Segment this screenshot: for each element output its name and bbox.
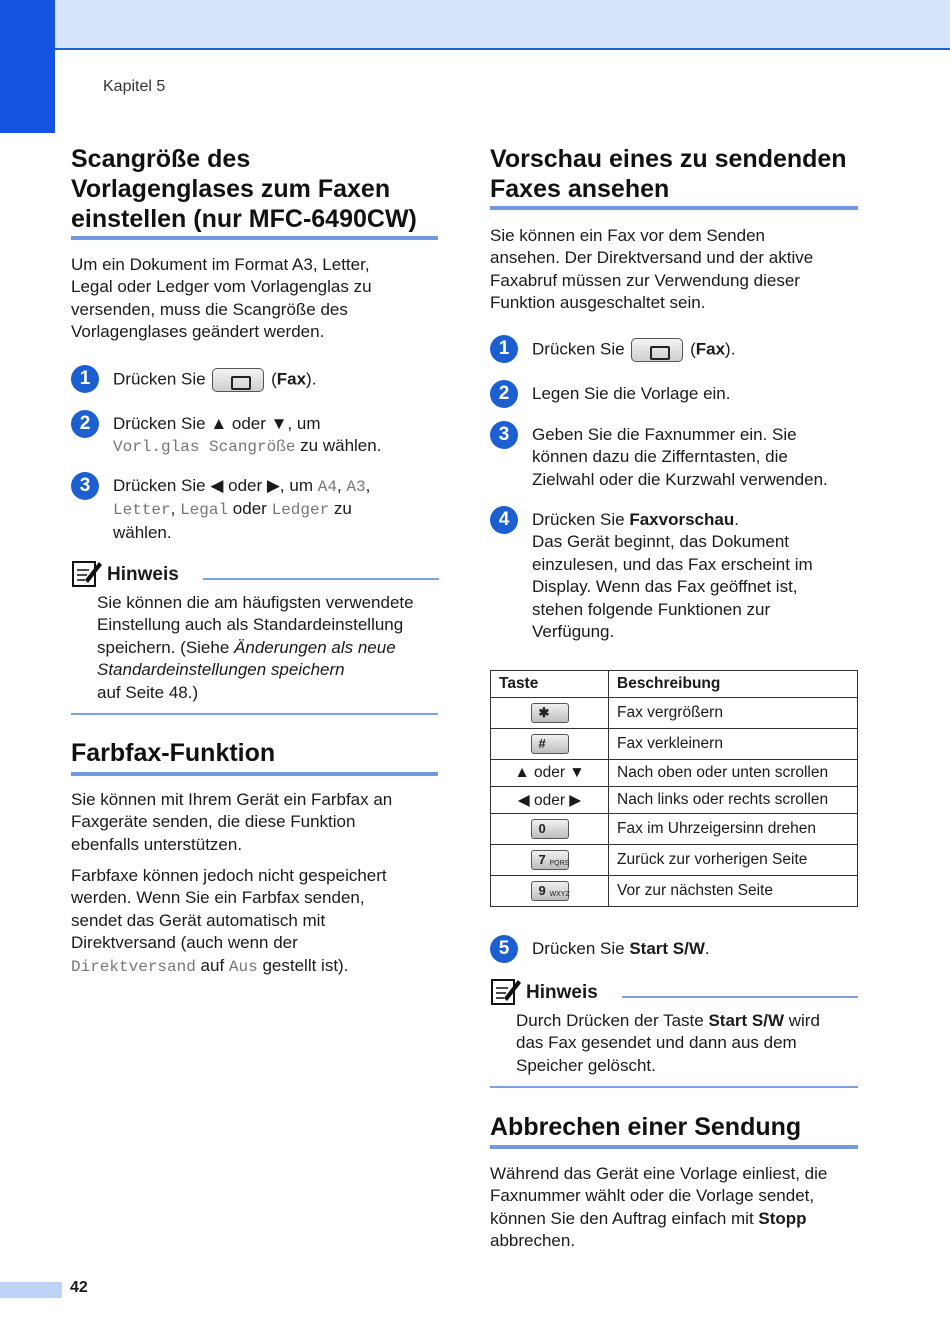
chapter-tab — [0, 0, 55, 133]
step-text: Drücken Sie (Fax). — [532, 338, 862, 362]
farbfax-paragraph-1: Sie können mit Ihrem Gerät ein Farbfax an Faxgeräte senden, die diese Funktion ebenfalls unterstützen. — [71, 790, 393, 854]
nine-key-icon: 9 WXYZ — [531, 881, 569, 901]
step-number: 4 — [490, 506, 518, 534]
step-number: 2 — [71, 410, 99, 438]
table-header-row — [491, 671, 858, 698]
farbfax-paragraph-2: Farbfaxe können jedoch nicht gespeichert werden. Wenn Sie ein Farbfax senden, sendet das Gerät automatisch mit Direktversand (auch wenn der Direktversand auf Aus gestellt ist). — [71, 866, 387, 976]
note-rule — [622, 996, 858, 998]
section-rule — [71, 772, 438, 776]
step-text: Geben Sie die Faxnummer ein. Sie können dazu die Zifferntasten, die Zielwahl oder die Kurzwahl verwenden. — [532, 425, 828, 489]
step-number: 1 — [490, 335, 518, 363]
vorschau-intro: Sie können ein Fax vor dem Senden ansehen. Der Direktversand und der aktive Faxabruf müssen zur Verwendung dieser Funktion ausgeschaltet sein. — [490, 226, 814, 313]
note-title: Hinweis — [107, 564, 179, 585]
table-cell: Fax verkleinern — [609, 729, 858, 760]
intro-paragraph: Um ein Dokument im Format A3, Letter, Legal oder Ledger vom Vorlagenglas zu versenden, muss die Scangröße des Vorlagenglases geändert werden. — [71, 255, 372, 342]
abbrechen-paragraph: Während das Gerät eine Vorlage einliest, die Faxnummer wählt oder die Vorlage sendet, können Sie den Auftrag einfach mit Stopp abbrechen. — [490, 1164, 828, 1251]
step-number: 5 — [490, 935, 518, 963]
step-number: 1 — [71, 365, 99, 393]
table-cell: ▲ oder ▼ — [491, 760, 609, 787]
step-text: Legen Sie die Vorlage ein. — [532, 384, 731, 403]
section-rule — [490, 1145, 858, 1149]
section-title-vorschau: Vorschau eines zu sendenden Faxes ansehen — [490, 145, 847, 203]
table-header: Beschreibung — [609, 671, 858, 698]
table-row — [491, 876, 858, 907]
table-cell: Fax vergrößern — [609, 698, 858, 729]
note-text: Sie können die am häufigsten verwendete Einstellung auch als Standardeinstellung speichern. (Siehe Änderungen als neue Standardeinstellungen speichern auf Seite 48.) — [97, 593, 414, 702]
table-cell: ◀ oder ▶ — [491, 787, 609, 814]
fax-key-icon — [212, 368, 264, 392]
header-band — [0, 0, 950, 50]
table-row — [491, 845, 858, 876]
table-header: Taste — [491, 671, 609, 698]
table-row — [491, 787, 858, 814]
table-row — [491, 814, 858, 845]
note-pencil-icon — [490, 976, 522, 1006]
table-row — [491, 729, 858, 760]
key-function-table — [490, 670, 858, 907]
section-title-abbrechen: Abbrechen einer Sendung — [490, 1113, 802, 1141]
note-title: Hinweis — [526, 982, 598, 1003]
zero-key-icon: 0 — [531, 819, 569, 839]
step-text: Drücken Sie (Fax). — [113, 368, 443, 392]
table-row — [491, 760, 858, 787]
section-rule — [490, 206, 858, 210]
hash-key-icon: # — [531, 734, 569, 754]
note-end-rule — [490, 1086, 858, 1088]
note-text: Durch Drücken der Taste Start S/W wird das Fax gesendet und dann aus dem Speicher gelöscht. — [516, 1011, 820, 1075]
footer-bar — [0, 1282, 62, 1298]
step-number: 3 — [71, 472, 99, 500]
step-number: 3 — [490, 421, 518, 449]
note-rule — [203, 578, 439, 580]
step-number: 2 — [490, 380, 518, 408]
section-rule — [71, 236, 438, 240]
table-cell: Zurück zur vorherigen Seite — [609, 845, 858, 876]
step-text: Drücken Sie Faxvorschau. Das Gerät beginnt, das Dokument einzulesen, und das Fax erscheint im Display. Wenn das Fax geöffnet ist, stehen folgende Funktionen zur Verfügung. — [532, 510, 813, 642]
step-text: Drücken Sie Start S/W. — [532, 939, 710, 958]
table-row — [491, 698, 858, 729]
table-cell: Nach links oder rechts scrollen — [609, 787, 858, 814]
fax-key-icon — [631, 338, 683, 362]
table-cell: Nach oben oder unten scrollen — [609, 760, 858, 787]
step-text: Drücken Sie ▲ oder ▼, um Vorl.glas Scangröße zu wählen. — [113, 414, 382, 457]
table-cell: Fax im Uhrzeigersinn drehen — [609, 814, 858, 845]
step-text: Drücken Sie ◀ oder ▶, um A4, A3, Letter, Legal oder Ledger zu wählen. — [113, 476, 371, 542]
note-pencil-icon — [71, 558, 103, 588]
page-number: 42 — [70, 1279, 88, 1296]
section-title-farbfax: Farbfax-Funktion — [71, 739, 276, 767]
note-end-rule — [71, 713, 438, 715]
seven-key-icon: 7 PQRS — [531, 850, 569, 870]
section-title-scangroesse: Scangröße des Vorlagenglases zum Faxen einstellen (nur MFC-6490CW) — [71, 145, 417, 233]
table-cell: Vor zur nächsten Seite — [609, 876, 858, 907]
chapter-label: Kapitel 5 — [103, 78, 166, 95]
star-key-icon: ✱ — [531, 703, 569, 723]
